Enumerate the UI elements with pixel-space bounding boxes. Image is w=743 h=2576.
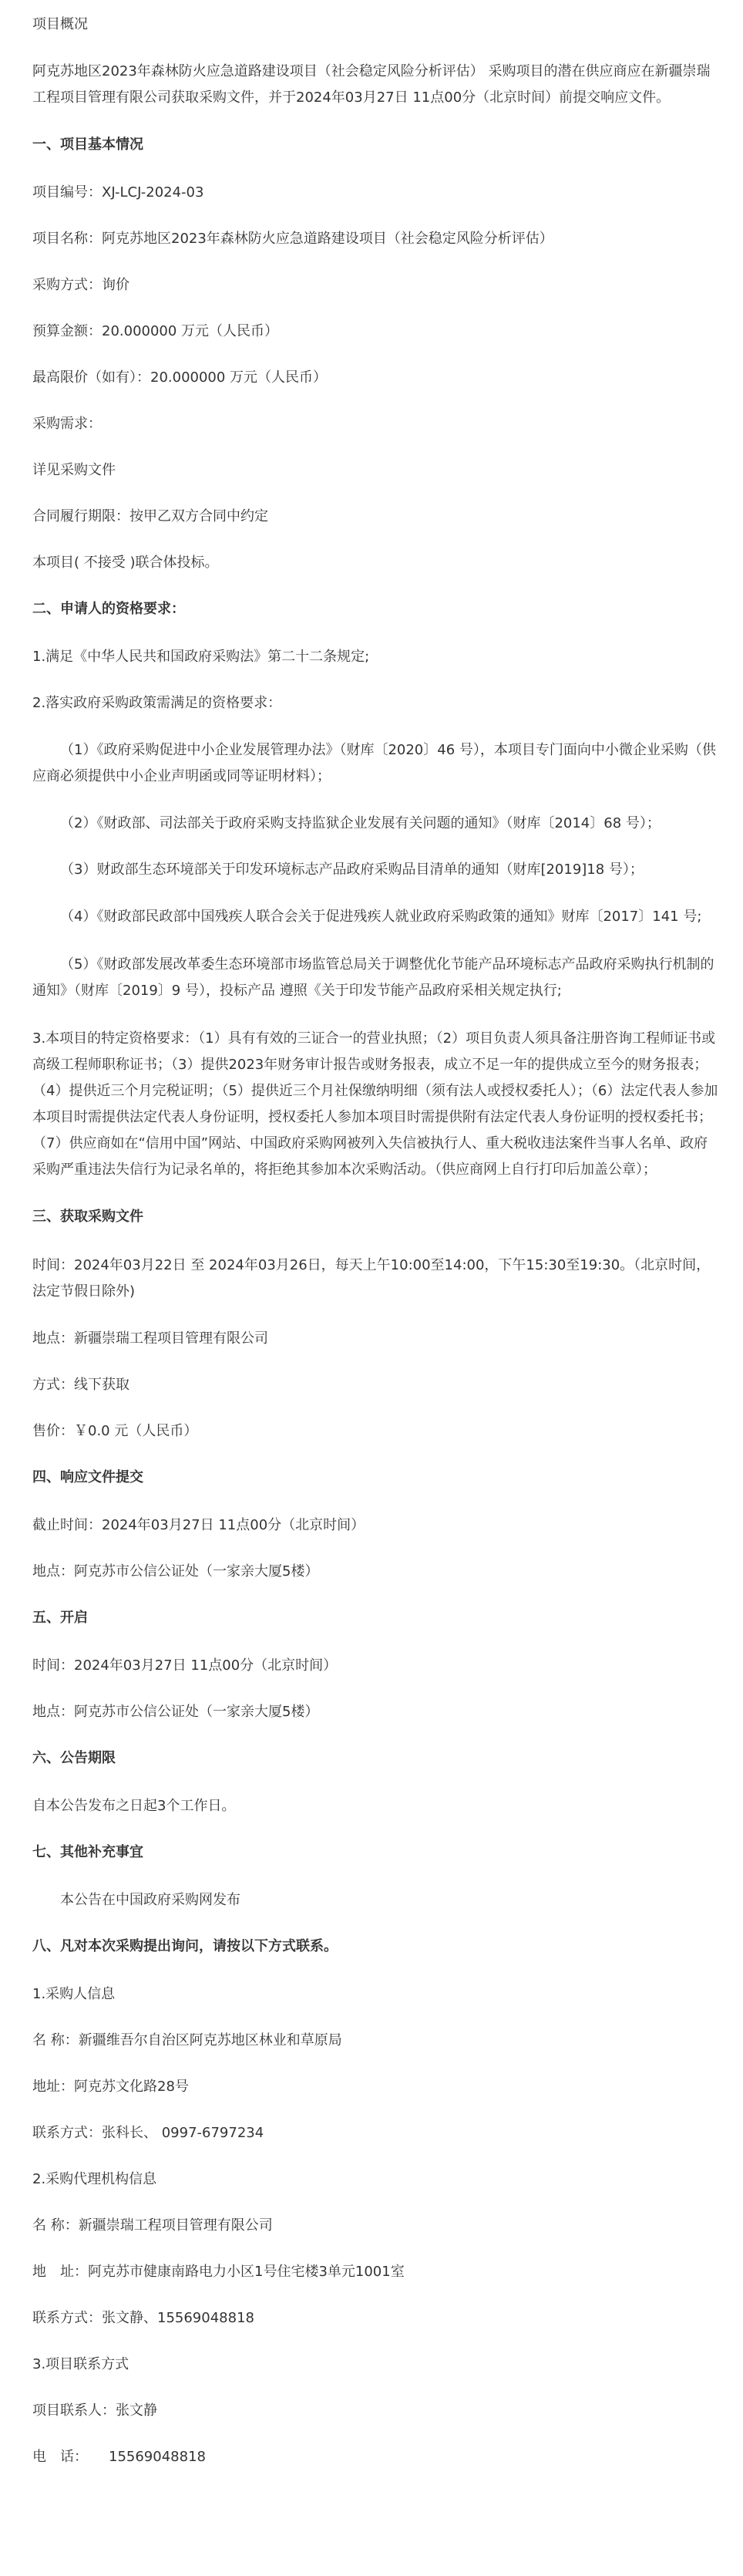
submission-place: 地点：阿克苏市公信公证处（一家亲大厦5楼） <box>32 1563 319 1580</box>
overview-text: 阿克苏地区2023年森林防火应急道路建设项目（社会稳定风险分析评估） 采购项目的潜在供应商应在新疆崇瑞工程项目管理有限公司获取采购文件，并于2024年03月27日 11点00分（北京时间）前提交响应文件。 <box>32 63 711 106</box>
purchaser-name: 名 称：新疆维吾尔自治区阿克苏地区林业和草原局 <box>32 2032 342 2048</box>
policy-item: （4）《财政部民政部中国残疾人联合会关于促进残疾人就业政府采购政策的通知》财库〔2017〕141 号; <box>60 909 702 925</box>
requirement-2: 2.落实政府采购政策需满足的资格要求： <box>32 695 282 711</box>
purchaser-title: 1.采购人信息 <box>32 1986 116 2002</box>
consortium-note: 本项目( 不接受 )联合体投标。 <box>32 555 219 571</box>
budget-amount: 预算金额：20.000000 万元（人民币） <box>32 323 279 339</box>
max-price: 最高限价（如有）：20.000000 万元（人民币） <box>32 369 328 386</box>
policy-item: （1）《政府采购促进中小企业发展管理办法》（财库〔2020〕46 号），本项目专门面向中小微企业采购（供应商必须提供中小企业声明函或同等证明材料）； <box>32 742 716 784</box>
section1-heading: 一、项目基本情况 <box>32 137 143 153</box>
policy-item: （5）《财政部发展改革委生态环境部市场监管总局关于调整优化节能产品环境标志产品政府采购执行机制的通知》（财库〔2019〕9 号），投标产品 遵照《关于印发节能产品政府采相关规定执行; <box>32 956 714 999</box>
submission-deadline: 截止时间：2024年03月27日 11点00分（北京时间） <box>32 1517 365 1533</box>
procurement-needs: 详见采购文件 <box>32 462 116 478</box>
obtain-time: 时间：2024年03月22日 至 2024年03月26日，每天上午10:00至14:00，下午15:30至19:30。（北京时间，法定节假日除外) <box>32 1257 711 1300</box>
project-contact-phone: 电 话： 15569048818 <box>32 2449 206 2465</box>
agency-contact: 联系方式：张文静、15569048818 <box>32 2310 254 2326</box>
obtain-method: 方式：线下获取 <box>32 1377 129 1393</box>
obtain-place: 地点：新疆崇瑞工程项目管理有限公司 <box>32 1330 268 1347</box>
policy-item: （2）《财政部、司法部关于政府采购支持监狱企业发展有关问题的通知》（财库〔2014〕68 号）； <box>60 815 661 831</box>
section2-heading: 二、申请人的资格要求： <box>32 601 185 617</box>
agency-address: 地 址：阿克苏市健康南路电力小区1号住宅楼3单元1001室 <box>32 2264 405 2280</box>
policy-item: （3）财政部生态环境部关于印发环境标志产品政府采购品目清单的通知（财库[2019]18 号）； <box>60 861 644 878</box>
opening-time: 时间：2024年03月27日 11点00分（北京时间） <box>32 1657 338 1674</box>
purchaser-address: 地址：阿克苏文化路28号 <box>32 2079 189 2095</box>
opening-place: 地点：阿克苏市公信公证处（一家亲大厦5楼） <box>32 1704 319 1720</box>
purchaser-contact: 联系方式：张科长、 0997-6797234 <box>32 2125 264 2141</box>
supplementary-note: 本公告在中国政府采购网发布 <box>60 1892 240 1908</box>
agency-name: 名 称：新疆崇瑞工程项目管理有限公司 <box>32 2217 273 2234</box>
requirement-1: 1.满足《中华人民共和国政府采购法》第二十二条规定; <box>32 649 370 665</box>
section7-heading: 七、其他补充事宜 <box>32 1844 143 1860</box>
section5-heading: 五、开启 <box>32 1610 88 1626</box>
project-name: 项目名称：阿克苏地区2023年森林防火应急道路建设项目（社会稳定风险分析评估） <box>32 231 553 247</box>
section6-heading: 六、公告期限 <box>32 1750 116 1766</box>
procurement-method: 采购方式：询价 <box>32 277 129 293</box>
project-contact-title: 3.项目联系方式 <box>32 2356 129 2372</box>
document-price: 售价：￥0.0 元（人民币） <box>32 1423 198 1439</box>
agency-title: 2.采购代理机构信息 <box>32 2171 157 2187</box>
requirement-3: 3.本项目的特定资格要求：（1）具有有效的三证合一的营业执照；（2）项目负责人须具备注册咨询工程师证书或高级工程师职称证书；（3）提供2023年财务审计报告或财务报表，成立不足一年的提供成立至今的财务报表；（4）提供近三个月完税证明；（5）提供近三个月社保缴纳明细（须有法人或授权委托人）；（6）法定代表人参加本项目时需提供法定代表人身份证明，授权委托人参加本项目时需提供附有法定代表人身份证明的授权委托书；（7）供应商如在“信用中国”网站、中国政府采购网被列入失信被执行人、重大税收违法案件当事人名单、政府采购严重违法失信行为记录名单的，将拒绝其参加本次采购活动。（供应商网上自行打印后加盖公章）； <box>32 1030 718 1178</box>
announcement-period: 自本公告发布之日起3个工作日。 <box>32 1798 236 1814</box>
section3-heading: 三、获取采购文件 <box>32 1209 143 1225</box>
contract-period: 合同履行期限：按甲乙双方合同中约定 <box>32 508 268 524</box>
project-number: 项目编号：XJ-LCJ-2024-03 <box>32 184 204 201</box>
project-contact-person: 项目联系人：张文静 <box>32 2402 157 2419</box>
procurement-needs-label: 采购需求： <box>32 416 102 432</box>
section4-heading: 四、响应文件提交 <box>32 1469 143 1485</box>
overview-title: 项目概况 <box>32 16 88 32</box>
section8-heading: 八、凡对本次采购提出询问，请按以下方式联系。 <box>32 1938 338 1954</box>
